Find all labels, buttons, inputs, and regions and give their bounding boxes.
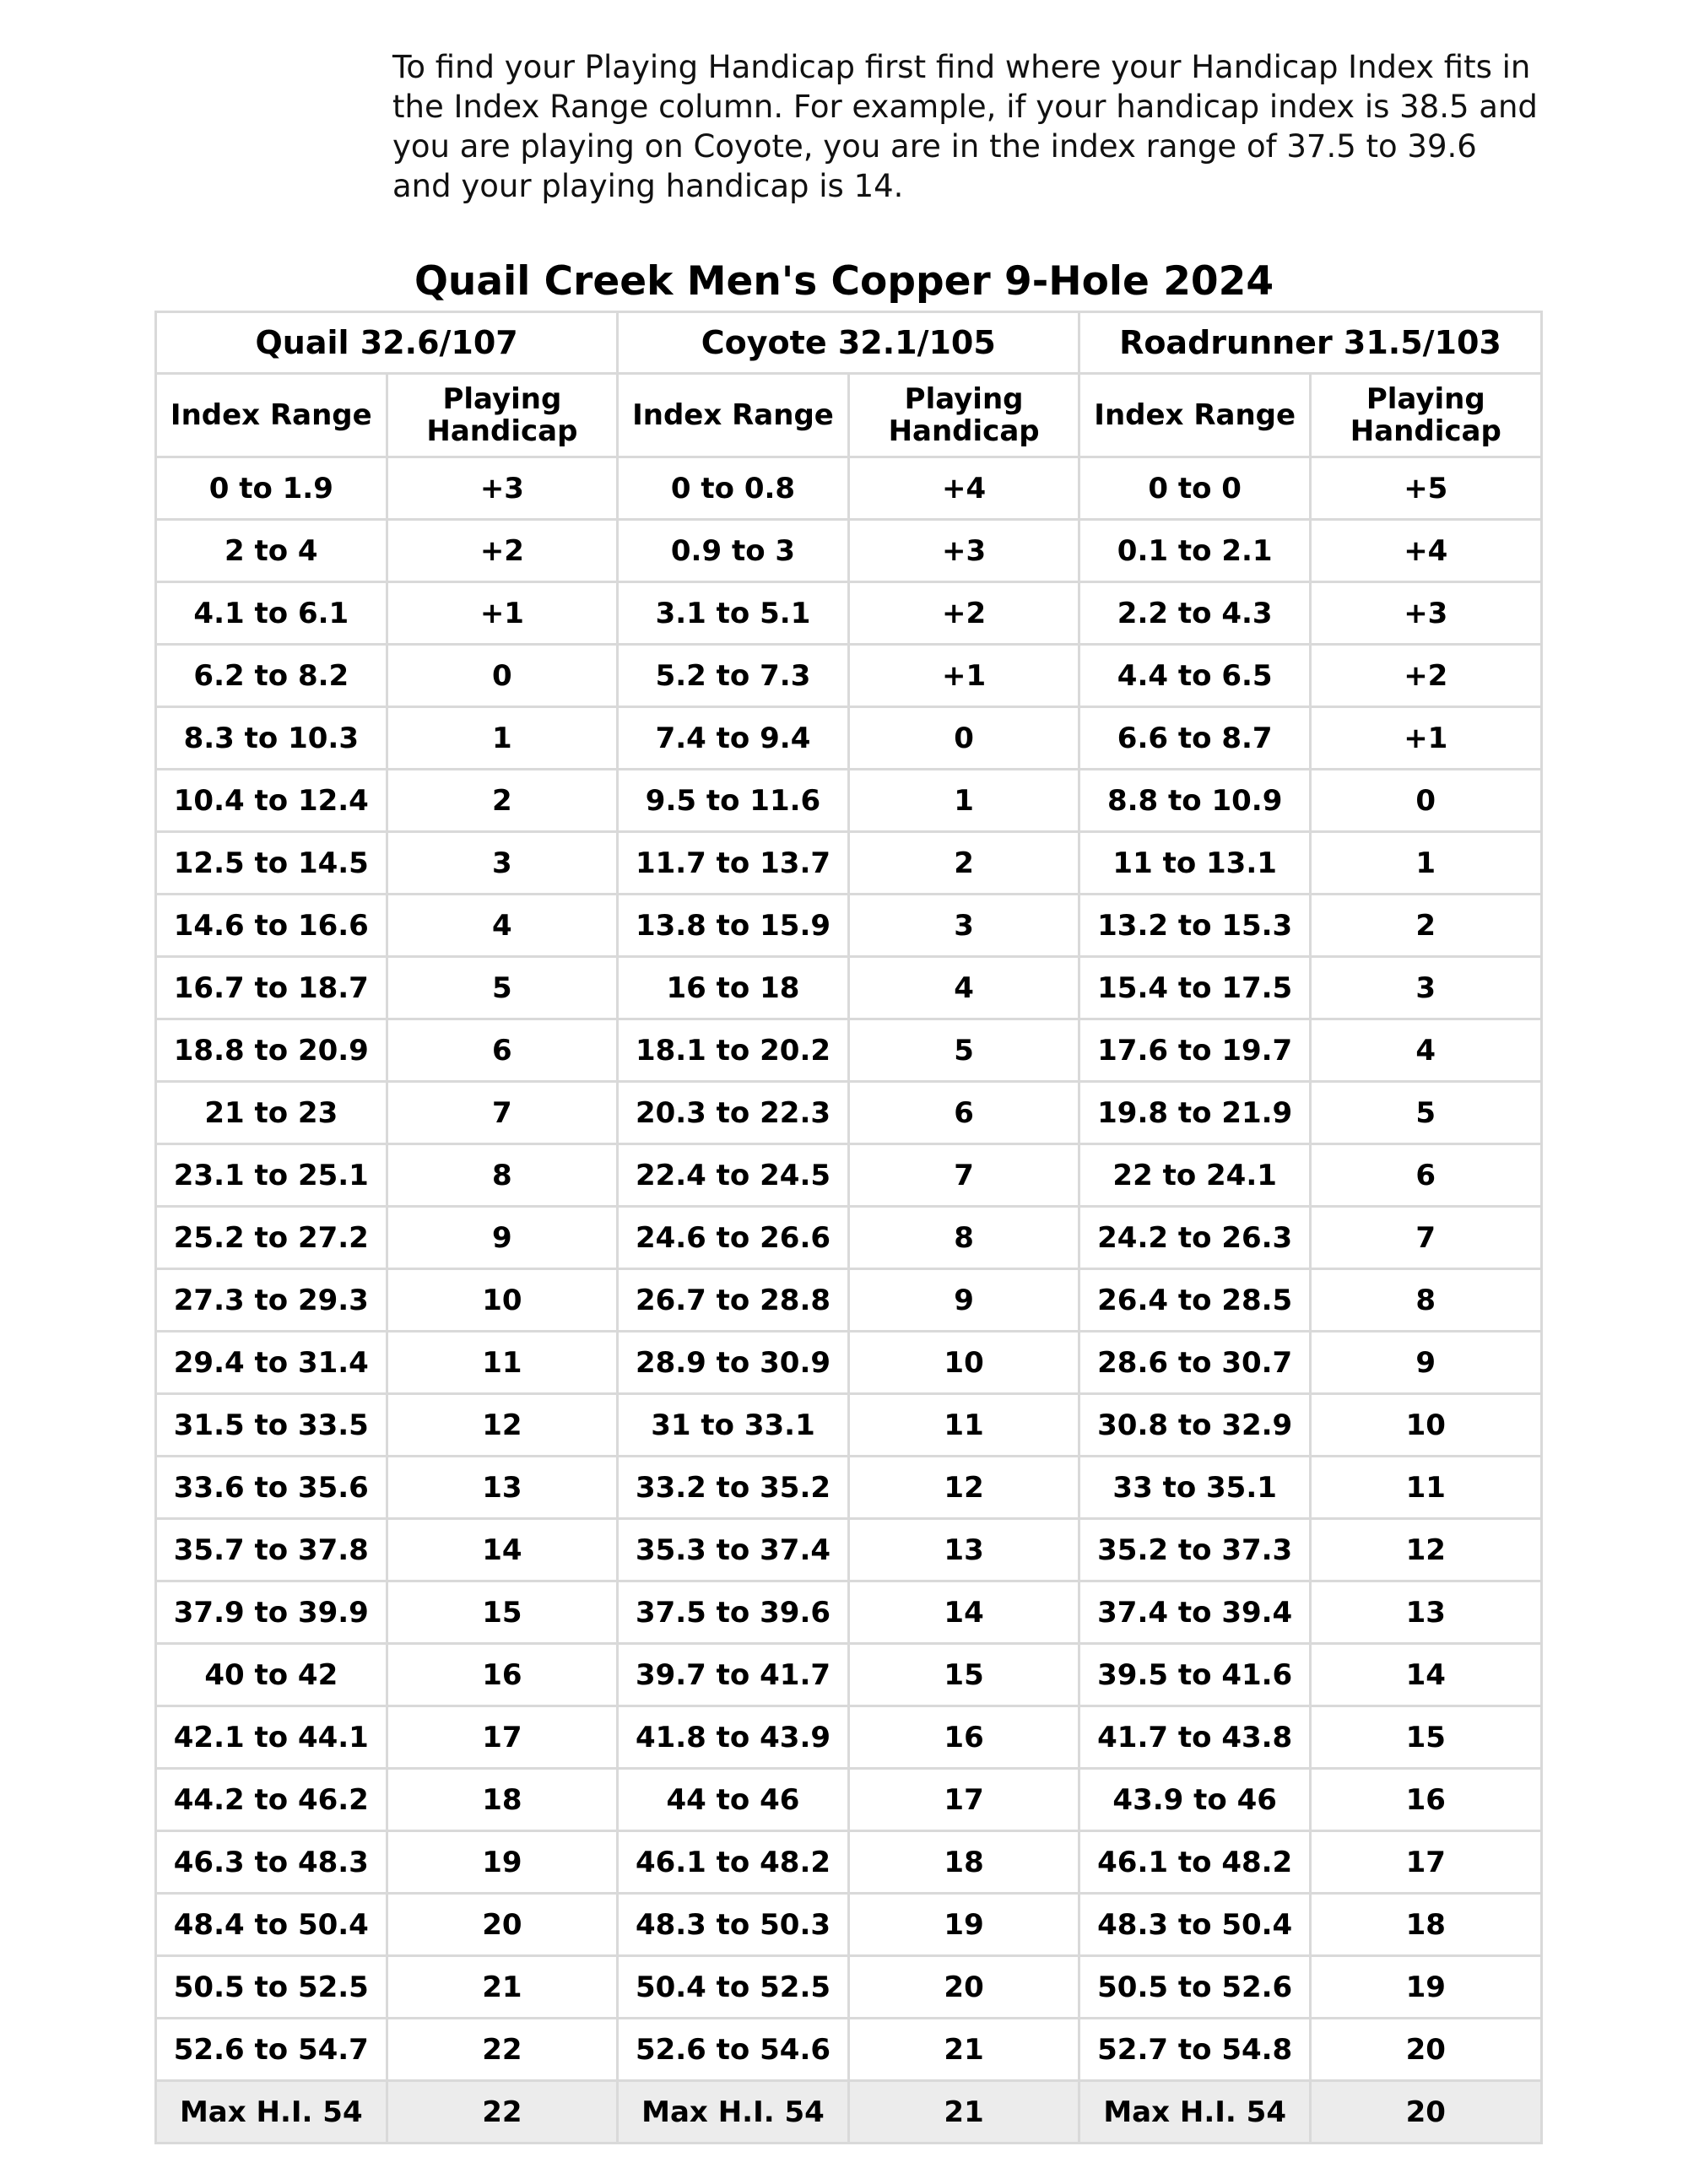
quail-playing-handicap-cell: 5 bbox=[387, 957, 618, 1019]
roadrunner-index-range-cell: 30.8 to 32.9 bbox=[1079, 1394, 1311, 1457]
table-row bbox=[156, 1831, 1542, 1894]
coyote-playing-handicap-cell: 14 bbox=[848, 1581, 1079, 1644]
roadrunner-playing-handicap-cell: +1 bbox=[1310, 707, 1541, 770]
roadrunner-index-range-cell: 6.6 to 8.7 bbox=[1079, 707, 1311, 770]
roadrunner-playing-handicap-cell: 7 bbox=[1310, 1207, 1541, 1269]
table-row bbox=[156, 1019, 1542, 1082]
roadrunner-index-range-cell: 28.6 to 30.7 bbox=[1079, 1332, 1311, 1394]
roadrunner-playing-handicap-cell: 15 bbox=[1310, 1706, 1541, 1769]
roadrunner-playing-handicap-cell: 20 bbox=[1310, 2019, 1541, 2081]
roadrunner-index-range-cell: 35.2 to 37.3 bbox=[1079, 1519, 1311, 1581]
coyote-playing-handicap-cell: 20 bbox=[848, 1956, 1079, 2019]
table-row bbox=[156, 1956, 1542, 2019]
roadrunner-playing-handicap-cell: 11 bbox=[1310, 1457, 1541, 1519]
quail-playing-handicap-cell: 14 bbox=[387, 1519, 618, 1581]
coyote-playing-handicap-cell: 1 bbox=[848, 770, 1079, 832]
quail-index-range-cell: 21 to 23 bbox=[156, 1082, 387, 1144]
playing-handicap-header: Playing Handicap bbox=[848, 374, 1079, 457]
quail-index-range-cell: 16.7 to 18.7 bbox=[156, 957, 387, 1019]
coyote-index-range-cell: 50.4 to 52.5 bbox=[618, 1956, 849, 2019]
quail-index-range-cell: 14.6 to 16.6 bbox=[156, 895, 387, 957]
roadrunner-index-range-cell: 0 to 0 bbox=[1079, 457, 1311, 520]
table-row bbox=[156, 645, 1542, 707]
table-row bbox=[156, 1332, 1542, 1394]
handicap-table bbox=[154, 311, 1543, 2144]
index-range-header: Index Range bbox=[156, 374, 387, 457]
roadrunner-playing-handicap-cell: 14 bbox=[1310, 1644, 1541, 1706]
table-row bbox=[156, 457, 1542, 520]
quail-playing-handicap-cell: 21 bbox=[387, 1956, 618, 2019]
coyote-index-range-cell: 16 to 18 bbox=[618, 957, 849, 1019]
roadrunner-index-range-cell: 39.5 to 41.6 bbox=[1079, 1644, 1311, 1706]
table-row bbox=[156, 520, 1542, 582]
roadrunner-playing-handicap-cell: 2 bbox=[1310, 895, 1541, 957]
coyote-playing-handicap-cell: +3 bbox=[848, 520, 1079, 582]
roadrunner-index-range-cell: 0.1 to 2.1 bbox=[1079, 520, 1311, 582]
quail-index-range-cell: 10.4 to 12.4 bbox=[156, 770, 387, 832]
roadrunner-playing-handicap-cell: 6 bbox=[1310, 1144, 1541, 1207]
coyote-index-range-cell: 26.7 to 28.8 bbox=[618, 1269, 849, 1332]
table-row bbox=[156, 770, 1542, 832]
coyote-playing-handicap-cell: 7 bbox=[848, 1144, 1079, 1207]
table-row bbox=[156, 1519, 1542, 1581]
roadrunner-playing-handicap-cell: 8 bbox=[1310, 1269, 1541, 1332]
coyote-playing-handicap-cell: 3 bbox=[848, 895, 1079, 957]
table-row bbox=[156, 1269, 1542, 1332]
roadrunner-index-range-cell: 2.2 to 4.3 bbox=[1079, 582, 1311, 645]
table-row bbox=[156, 2019, 1542, 2081]
coyote-index-range-cell: 52.6 to 54.6 bbox=[618, 2019, 849, 2081]
quail-index-range-cell: 29.4 to 31.4 bbox=[156, 1332, 387, 1394]
coyote-playing-handicap-cell: 11 bbox=[848, 1394, 1079, 1457]
coyote-playing-handicap-cell: 15 bbox=[848, 1644, 1079, 1706]
quail-index-range-cell: 2 to 4 bbox=[156, 520, 387, 582]
quail-index-range-cell: 46.3 to 48.3 bbox=[156, 1831, 387, 1894]
coyote-playing-handicap-cell: 18 bbox=[848, 1831, 1079, 1894]
roadrunner-index-range-cell: 52.7 to 54.8 bbox=[1079, 2019, 1311, 2081]
roadrunner-playing-handicap-cell: 5 bbox=[1310, 1082, 1541, 1144]
playing-handicap-header: Playing Handicap bbox=[387, 374, 618, 457]
roadrunner-index-range-cell: 13.2 to 15.3 bbox=[1079, 895, 1311, 957]
quail-index-range-cell: 18.8 to 20.9 bbox=[156, 1019, 387, 1082]
index-range-header: Index Range bbox=[618, 374, 849, 457]
roadrunner-index-range-cell: 37.4 to 39.4 bbox=[1079, 1581, 1311, 1644]
coyote-index-range-cell: 46.1 to 48.2 bbox=[618, 1831, 849, 1894]
quail-index-range-cell: 23.1 to 25.1 bbox=[156, 1144, 387, 1207]
table-row bbox=[156, 1144, 1542, 1207]
roadrunner-index-range-cell: 41.7 to 43.8 bbox=[1079, 1706, 1311, 1769]
max-handicap-row bbox=[156, 2081, 1542, 2143]
roadrunner-playing-handicap-cell: 20 bbox=[1310, 2081, 1541, 2143]
coyote-playing-handicap-cell: 17 bbox=[848, 1769, 1079, 1831]
coyote-playing-handicap-cell: 0 bbox=[848, 707, 1079, 770]
quail-index-range-cell: 35.7 to 37.8 bbox=[156, 1519, 387, 1581]
course-header-roadrunner: Roadrunner 31.5/103 bbox=[1079, 312, 1541, 374]
quail-playing-handicap-cell: 3 bbox=[387, 832, 618, 895]
quail-playing-handicap-cell: 9 bbox=[387, 1207, 618, 1269]
roadrunner-playing-handicap-cell: 18 bbox=[1310, 1894, 1541, 1956]
quail-index-range-cell: 37.9 to 39.9 bbox=[156, 1581, 387, 1644]
quail-index-range-cell: 52.6 to 54.7 bbox=[156, 2019, 387, 2081]
roadrunner-index-range-cell: 48.3 to 50.4 bbox=[1079, 1894, 1311, 1956]
quail-index-range-cell: 50.5 to 52.5 bbox=[156, 1956, 387, 2019]
roadrunner-playing-handicap-cell: 3 bbox=[1310, 957, 1541, 1019]
roadrunner-playing-handicap-cell: 4 bbox=[1310, 1019, 1541, 1082]
coyote-index-range-cell: 48.3 to 50.3 bbox=[618, 1894, 849, 1956]
coyote-index-range-cell: 41.8 to 43.9 bbox=[618, 1706, 849, 1769]
roadrunner-playing-handicap-cell: 10 bbox=[1310, 1394, 1541, 1457]
roadrunner-playing-handicap-cell: +4 bbox=[1310, 520, 1541, 582]
coyote-playing-handicap-cell: 16 bbox=[848, 1706, 1079, 1769]
roadrunner-index-range-cell: 46.1 to 48.2 bbox=[1079, 1831, 1311, 1894]
roadrunner-playing-handicap-cell: 16 bbox=[1310, 1769, 1541, 1831]
coyote-index-range-cell: 13.8 to 15.9 bbox=[618, 895, 849, 957]
roadrunner-index-range-cell: 22 to 24.1 bbox=[1079, 1144, 1311, 1207]
intro-paragraph: To find your Playing Handicap first find where your Handicap Index fits in the Index Range column. For example, if your handicap index is 38.5 and you are playing on Coyote, you are in the index range of 37.5 to 39.6 and your playing handicap is 14. bbox=[392, 49, 1538, 204]
coyote-playing-handicap-cell: +2 bbox=[848, 582, 1079, 645]
table-row bbox=[156, 1394, 1542, 1457]
roadrunner-playing-handicap-cell: 9 bbox=[1310, 1332, 1541, 1394]
coyote-index-range-cell: 3.1 to 5.1 bbox=[618, 582, 849, 645]
roadrunner-playing-handicap-cell: 1 bbox=[1310, 832, 1541, 895]
quail-playing-handicap-cell: 12 bbox=[387, 1394, 618, 1457]
quail-playing-handicap-cell: 20 bbox=[387, 1894, 618, 1956]
coyote-playing-handicap-cell: 21 bbox=[848, 2019, 1079, 2081]
quail-index-range-cell: 31.5 to 33.5 bbox=[156, 1394, 387, 1457]
quail-playing-handicap-cell: 16 bbox=[387, 1644, 618, 1706]
coyote-index-range-cell: 22.4 to 24.5 bbox=[618, 1144, 849, 1207]
quail-index-range-cell: 4.1 to 6.1 bbox=[156, 582, 387, 645]
quail-playing-handicap-cell: 0 bbox=[387, 645, 618, 707]
table-row bbox=[156, 957, 1542, 1019]
table-row bbox=[156, 707, 1542, 770]
roadrunner-playing-handicap-cell: 17 bbox=[1310, 1831, 1541, 1894]
coyote-index-range-cell: 0 to 0.8 bbox=[618, 457, 849, 520]
table-row bbox=[156, 1894, 1542, 1956]
coyote-playing-handicap-cell: 21 bbox=[848, 2081, 1079, 2143]
coyote-playing-handicap-cell: 12 bbox=[848, 1457, 1079, 1519]
coyote-playing-handicap-cell: 8 bbox=[848, 1207, 1079, 1269]
roadrunner-index-range-cell: 8.8 to 10.9 bbox=[1079, 770, 1311, 832]
coyote-playing-handicap-cell: +1 bbox=[848, 645, 1079, 707]
quail-index-range-cell: Max H.I. 54 bbox=[156, 2081, 387, 2143]
coyote-index-range-cell: 35.3 to 37.4 bbox=[618, 1519, 849, 1581]
quail-playing-handicap-cell: +2 bbox=[387, 520, 618, 582]
roadrunner-index-range-cell: Max H.I. 54 bbox=[1079, 2081, 1311, 2143]
coyote-index-range-cell: 31 to 33.1 bbox=[618, 1394, 849, 1457]
coyote-playing-handicap-cell: +4 bbox=[848, 457, 1079, 520]
coyote-playing-handicap-cell: 2 bbox=[848, 832, 1079, 895]
coyote-index-range-cell: Max H.I. 54 bbox=[618, 2081, 849, 2143]
coyote-playing-handicap-cell: 4 bbox=[848, 957, 1079, 1019]
coyote-index-range-cell: 20.3 to 22.3 bbox=[618, 1082, 849, 1144]
roadrunner-playing-handicap-cell: 13 bbox=[1310, 1581, 1541, 1644]
roadrunner-index-range-cell: 15.4 to 17.5 bbox=[1079, 957, 1311, 1019]
quail-playing-handicap-cell: 4 bbox=[387, 895, 618, 957]
table-row bbox=[156, 1082, 1542, 1144]
quail-index-range-cell: 40 to 42 bbox=[156, 1644, 387, 1706]
quail-playing-handicap-cell: 2 bbox=[387, 770, 618, 832]
coyote-index-range-cell: 9.5 to 11.6 bbox=[618, 770, 849, 832]
quail-playing-handicap-cell: 19 bbox=[387, 1831, 618, 1894]
roadrunner-index-range-cell: 43.9 to 46 bbox=[1079, 1769, 1311, 1831]
roadrunner-index-range-cell: 19.8 to 21.9 bbox=[1079, 1082, 1311, 1144]
roadrunner-index-range-cell: 11 to 13.1 bbox=[1079, 832, 1311, 895]
page-title: Quail Creek Men's Copper 9-Hole 2024 bbox=[414, 258, 1274, 305]
quail-index-range-cell: 48.4 to 50.4 bbox=[156, 1894, 387, 1956]
coyote-index-range-cell: 39.7 to 41.7 bbox=[618, 1644, 849, 1706]
index-range-header: Index Range bbox=[1079, 374, 1311, 457]
quail-index-range-cell: 0 to 1.9 bbox=[156, 457, 387, 520]
roadrunner-index-range-cell: 50.5 to 52.6 bbox=[1079, 1956, 1311, 2019]
quail-playing-handicap-cell: 15 bbox=[387, 1581, 618, 1644]
course-header-row bbox=[156, 312, 1542, 374]
coyote-playing-handicap-cell: 10 bbox=[848, 1332, 1079, 1394]
table-row bbox=[156, 582, 1542, 645]
roadrunner-playing-handicap-cell: +3 bbox=[1310, 582, 1541, 645]
roadrunner-playing-handicap-cell: +2 bbox=[1310, 645, 1541, 707]
coyote-index-range-cell: 5.2 to 7.3 bbox=[618, 645, 849, 707]
coyote-playing-handicap-cell: 5 bbox=[848, 1019, 1079, 1082]
coyote-index-range-cell: 33.2 to 35.2 bbox=[618, 1457, 849, 1519]
roadrunner-index-range-cell: 33 to 35.1 bbox=[1079, 1457, 1311, 1519]
coyote-index-range-cell: 0.9 to 3 bbox=[618, 520, 849, 582]
quail-index-range-cell: 27.3 to 29.3 bbox=[156, 1269, 387, 1332]
roadrunner-index-range-cell: 17.6 to 19.7 bbox=[1079, 1019, 1311, 1082]
table-row bbox=[156, 1457, 1542, 1519]
quail-index-range-cell: 25.2 to 27.2 bbox=[156, 1207, 387, 1269]
table-row bbox=[156, 1207, 1542, 1269]
roadrunner-playing-handicap-cell: 19 bbox=[1310, 1956, 1541, 2019]
roadrunner-playing-handicap-cell: 12 bbox=[1310, 1519, 1541, 1581]
quail-index-range-cell: 8.3 to 10.3 bbox=[156, 707, 387, 770]
quail-playing-handicap-cell: 11 bbox=[387, 1332, 618, 1394]
roadrunner-playing-handicap-cell: +5 bbox=[1310, 457, 1541, 520]
coyote-playing-handicap-cell: 9 bbox=[848, 1269, 1079, 1332]
quail-playing-handicap-cell: 18 bbox=[387, 1769, 618, 1831]
quail-index-range-cell: 12.5 to 14.5 bbox=[156, 832, 387, 895]
course-header-quail: Quail 32.6/107 bbox=[156, 312, 618, 374]
quail-playing-handicap-cell: 22 bbox=[387, 2081, 618, 2143]
quail-playing-handicap-cell: 8 bbox=[387, 1144, 618, 1207]
coyote-index-range-cell: 11.7 to 13.7 bbox=[618, 832, 849, 895]
table-row bbox=[156, 1769, 1542, 1831]
quail-playing-handicap-cell: 17 bbox=[387, 1706, 618, 1769]
table-row bbox=[156, 832, 1542, 895]
coyote-playing-handicap-cell: 13 bbox=[848, 1519, 1079, 1581]
quail-playing-handicap-cell: +3 bbox=[387, 457, 618, 520]
table-row bbox=[156, 1581, 1542, 1644]
table-row bbox=[156, 1706, 1542, 1769]
course-header-coyote: Coyote 32.1/105 bbox=[618, 312, 1079, 374]
quail-playing-handicap-cell: +1 bbox=[387, 582, 618, 645]
quail-playing-handicap-cell: 10 bbox=[387, 1269, 618, 1332]
coyote-playing-handicap-cell: 6 bbox=[848, 1082, 1079, 1144]
quail-index-range-cell: 33.6 to 35.6 bbox=[156, 1457, 387, 1519]
quail-playing-handicap-cell: 13 bbox=[387, 1457, 618, 1519]
quail-playing-handicap-cell: 1 bbox=[387, 707, 618, 770]
quail-playing-handicap-cell: 6 bbox=[387, 1019, 618, 1082]
coyote-index-range-cell: 28.9 to 30.9 bbox=[618, 1332, 849, 1394]
roadrunner-index-range-cell: 26.4 to 28.5 bbox=[1079, 1269, 1311, 1332]
coyote-index-range-cell: 18.1 to 20.2 bbox=[618, 1019, 849, 1082]
quail-playing-handicap-cell: 22 bbox=[387, 2019, 618, 2081]
quail-index-range-cell: 6.2 to 8.2 bbox=[156, 645, 387, 707]
column-header-row bbox=[156, 374, 1542, 457]
quail-playing-handicap-cell: 7 bbox=[387, 1082, 618, 1144]
roadrunner-index-range-cell: 4.4 to 6.5 bbox=[1079, 645, 1311, 707]
coyote-index-range-cell: 37.5 to 39.6 bbox=[618, 1581, 849, 1644]
coyote-index-range-cell: 7.4 to 9.4 bbox=[618, 707, 849, 770]
table-row bbox=[156, 895, 1542, 957]
coyote-playing-handicap-cell: 19 bbox=[848, 1894, 1079, 1956]
coyote-index-range-cell: 44 to 46 bbox=[618, 1769, 849, 1831]
table-row bbox=[156, 1644, 1542, 1706]
quail-index-range-cell: 44.2 to 46.2 bbox=[156, 1769, 387, 1831]
playing-handicap-header: Playing Handicap bbox=[1310, 374, 1541, 457]
quail-index-range-cell: 42.1 to 44.1 bbox=[156, 1706, 387, 1769]
roadrunner-index-range-cell: 24.2 to 26.3 bbox=[1079, 1207, 1311, 1269]
coyote-index-range-cell: 24.6 to 26.6 bbox=[618, 1207, 849, 1269]
roadrunner-playing-handicap-cell: 0 bbox=[1310, 770, 1541, 832]
